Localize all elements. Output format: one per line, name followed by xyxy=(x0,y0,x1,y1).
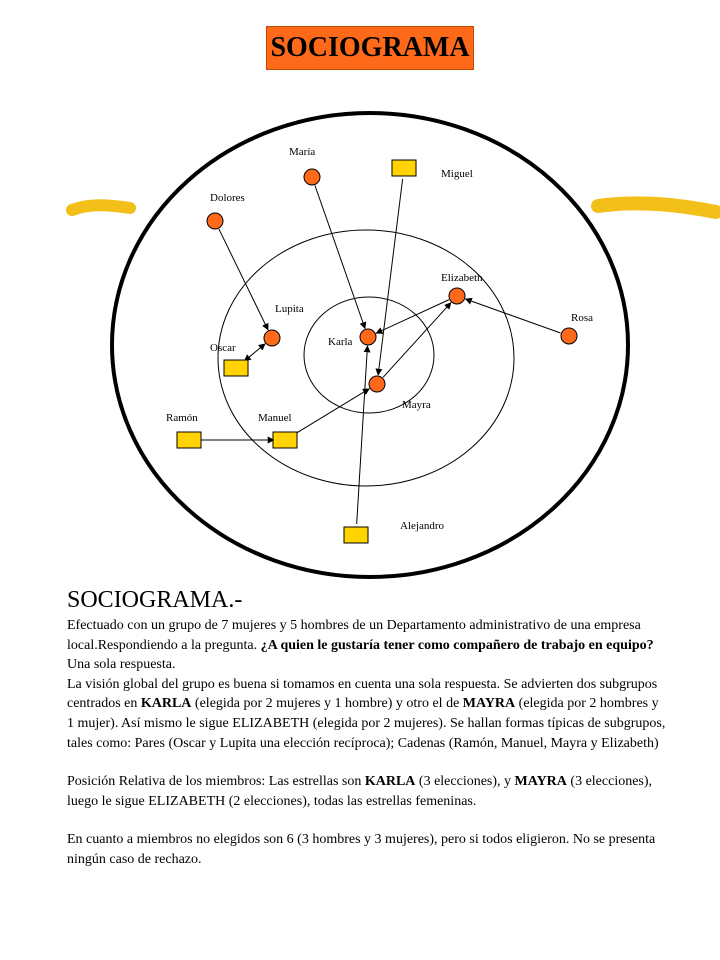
node-label-rosa: Rosa xyxy=(571,312,593,324)
description xyxy=(67,586,667,870)
description-heading: SOCIOGRAMA.- xyxy=(67,587,243,613)
node-ramon xyxy=(177,432,201,448)
description-paragraph-3: Posición Relativa de los miembros: Las estrellas son KARLA (3 elecciones), y MAYRA (3 elecciones), luego le sigue ELIZABETH (2 elecciones), todas las estrellas femeninas. xyxy=(67,774,653,809)
node-lupita xyxy=(264,330,280,346)
description-paragraph-1: Efectuado con un grupo de 7 mujeres y 5 hombres de un Departamento administrativo de una empresa local.Respondiendo a la pregunta. ¿A quien le gustaría tener como compañero de trabajo en equipo? Una sola respuesta. xyxy=(67,618,654,673)
node-label-oscar: Oscar xyxy=(210,342,236,354)
node-label-karla: Karla xyxy=(328,336,353,348)
node-label-dolores: Dolores xyxy=(210,192,245,204)
node-dolores xyxy=(207,213,223,229)
node-mayra xyxy=(369,376,385,392)
description-paragraph-2: La visión global del grupo es buena si tomamos en cuenta una sola respuesta. Se advierten dos subgrupos centrados en KARLA (elegida por 2 mujeres y 1 hombre) y otro el de MAYRA (elegida por 2 hombres y 1 mujer). Así mismo le sigue ELIZABETH (elegida por 2 mujeres). Se hallan formas típicas de subgrupos, tales como: Pares (Oscar y Lupita una elección recíproca); Cadenas (Ramón, Manuel, Mayra y Elizabeth) xyxy=(67,676,666,751)
highlight-stroke-right xyxy=(598,203,716,212)
node-elizabeth xyxy=(449,288,465,304)
page-title: SOCIOGRAMA xyxy=(266,26,474,70)
node-label-mayra: Mayra xyxy=(402,399,431,411)
node-label-miguel: Miguel xyxy=(441,168,473,180)
node-alejandro xyxy=(344,527,368,543)
node-label-elizabeth: Elizabeth xyxy=(441,272,483,284)
description-paragraph-4: En cuanto a miembros no elegidos son 6 (3 hombres y 3 mujeres), pero si todos eligieron. No se presenta ningún caso de rechazo. xyxy=(67,832,656,867)
node-label-manuel: Manuel xyxy=(258,412,292,424)
node-karla xyxy=(360,329,376,345)
node-manuel xyxy=(273,432,297,448)
node-rosa xyxy=(561,328,577,344)
node-maria xyxy=(304,169,320,185)
node-label-lupita: Lupita xyxy=(275,303,304,315)
node-label-maria: María xyxy=(289,146,316,158)
node-label-alejandro: Alejandro xyxy=(400,520,444,532)
highlight-stroke-left xyxy=(72,205,130,210)
node-label-ramon: Ramón xyxy=(166,412,198,424)
node-oscar xyxy=(224,360,248,376)
node-miguel xyxy=(392,160,416,176)
